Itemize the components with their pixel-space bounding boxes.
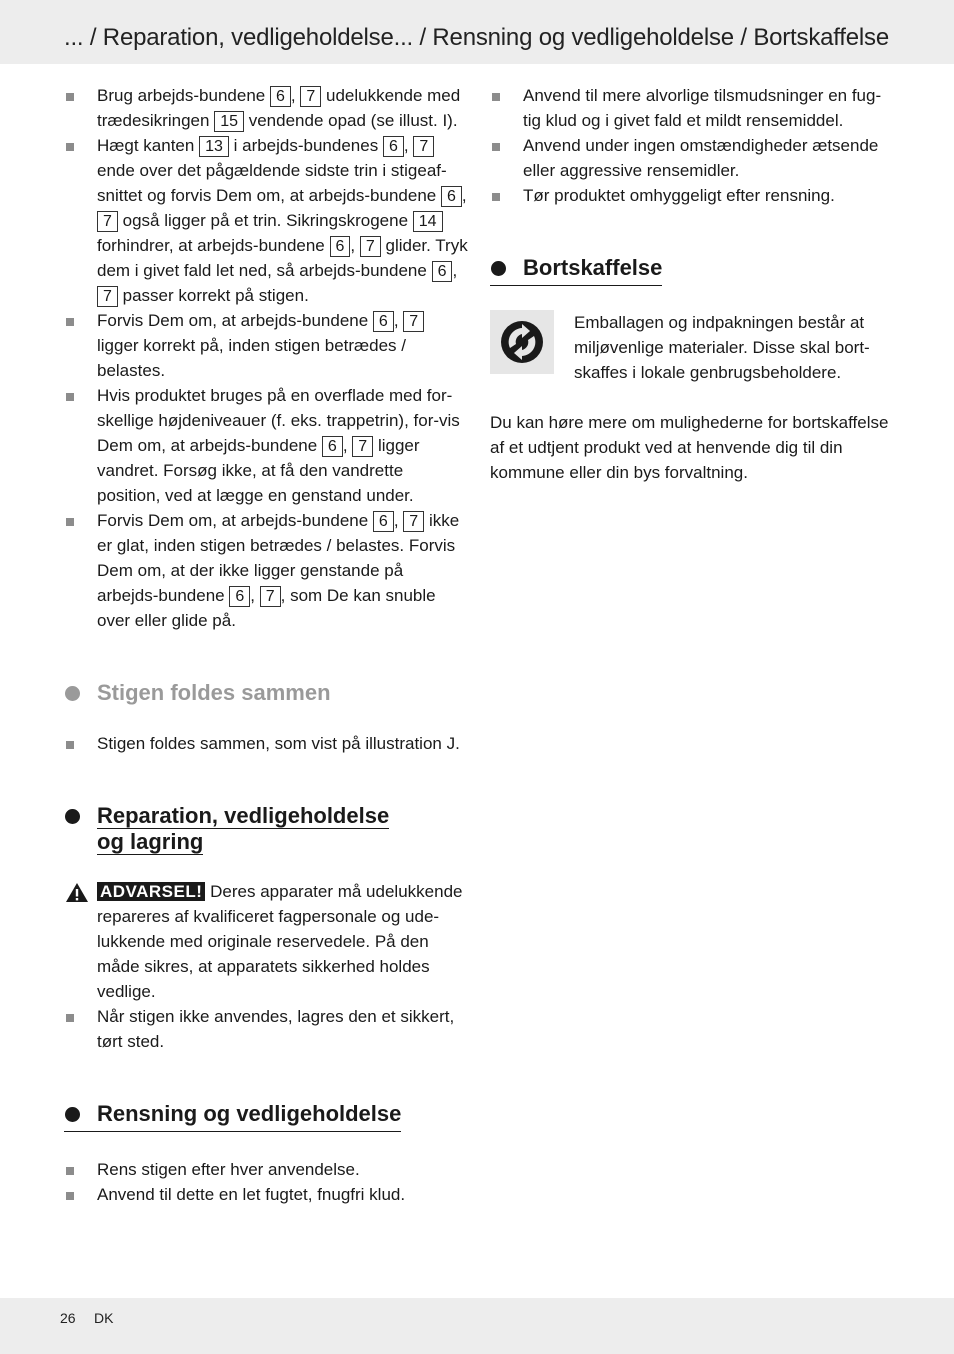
part-ref: 6 <box>270 86 291 107</box>
left-column <box>64 83 468 1207</box>
part-ref: 7 <box>413 136 434 157</box>
part-ref: 6 <box>432 261 453 282</box>
list-item: Hægt kanten 13 i arbejds-bundenes 6 , 7 ende over det pågældende sidste trin i stigeaf-snittet og forvis Dem om, at arbejds-bundene 6 , 7 også ligger på et trin. Sikringskrogene 14 forhindrer, at arbejds-bundene 6 , 7 glider. Tryk dem i givet fald let ned, så arbejds-bundene 6 , 7 passer korrekt på stigen. <box>64 133 468 308</box>
list-item: Forvis Dem om, at arbejds-bundene 6 , 7 ikke er glat, inden stigen betrædes / belastes. Forvis Dem om, at der ikke ligger genstande på arbejds-bundene 6 , 7 , som De kan snuble over eller glide på. <box>64 508 468 633</box>
warning-triangle-icon <box>65 882 89 903</box>
list-item: Hvis produktet bruges på en overflade med for-skellige højdeniveauer (f. eks. trappetrin), for-vis Dem om, at arbejds-bundene 6 , 7 ligger vandret. Forsøg ikke, at få den vandrette position, ved at lægge en genstand under. <box>64 383 468 508</box>
list-item: Anvend til dette en let fugtet, fnugfri klud. <box>64 1182 468 1207</box>
part-ref: 6 <box>373 511 394 532</box>
part-ref: 7 <box>352 436 373 457</box>
part-ref: 6 <box>383 136 404 157</box>
part-ref: 6 <box>441 186 462 207</box>
page-header <box>0 0 954 64</box>
part-ref: 7 <box>97 286 118 307</box>
part-ref: 6 <box>330 236 351 257</box>
page-title: ... / Reparation, vedligeholdelse... / Rensning og vedligeholdelse / Bortskaffelse <box>64 24 890 51</box>
list-item: Rens stigen efter hver anvendelse. <box>64 1157 468 1182</box>
part-ref: 7 <box>300 86 321 107</box>
section-heading-fold: Stigen foldes sammen <box>64 680 468 706</box>
warning-badge: ADVARSEL! <box>97 882 205 901</box>
part-ref: 14 <box>413 211 443 232</box>
part-ref: 13 <box>199 136 229 157</box>
page-number: 26 <box>60 1310 76 1326</box>
list-item: Brug arbejds-bundene 6 , 7 udelukkende med trædesikringen 15 vendende opad (se illust. I). <box>64 83 468 133</box>
part-ref: 7 <box>260 586 281 607</box>
section-heading-disposal: Bortskaffelse <box>490 255 662 286</box>
part-ref: 7 <box>97 211 118 232</box>
part-ref: 15 <box>214 111 244 132</box>
language-code: DK <box>94 1310 114 1326</box>
part-ref: 6 <box>373 311 394 332</box>
list-item: Anvend til mere alvorlige tilsmudsninger en fug-tig klud og i givet fald et mildt rensemiddel. <box>490 83 894 133</box>
part-ref: 6 <box>229 586 250 607</box>
list-item: Når stigen ikke anvendes, lagres den et sikkert, tørt sted. <box>64 1004 468 1054</box>
section-heading-cleaning: Rensning og vedligeholdelse <box>64 1101 401 1132</box>
warning-block <box>64 879 468 1004</box>
right-column <box>490 83 894 485</box>
disposal-text: Emballagen og indpakningen består at miljøvenlige materialer. Disse skal bort-skaffes i lokale genbrugsbeholdere. <box>574 313 870 382</box>
green-dot-recycling-icon <box>490 310 554 374</box>
part-ref: 7 <box>403 511 424 532</box>
section-heading-repair: Reparation, vedligeholdelse og lagring <box>64 803 468 855</box>
disposal-info: Du kan høre mere om mulighederne for bortskaffelse af et udtjent produkt ved at henvende dig til din kommune eller din bys forvaltning. <box>490 413 889 482</box>
list-item: Anvend under ingen omstændigheder ætsende eller aggressive rensemidler. <box>490 133 894 183</box>
list-item: Tør produktet omhyggeligt efter rensning. <box>490 183 894 208</box>
part-ref: 6 <box>322 436 343 457</box>
page-footer <box>0 1298 954 1354</box>
part-ref: 7 <box>403 311 424 332</box>
warning-text: Deres apparater må udelukkende repareres af kvalificeret fagpersonale og ude-lukkende med originale reservedele. På den måde sikres, at apparatets sikkerhed holdes vedlige. <box>97 882 463 1001</box>
list-item: Stigen foldes sammen, som vist på illustration J. <box>64 731 468 756</box>
part-ref: 7 <box>360 236 381 257</box>
list-item: Forvis Dem om, at arbejds-bundene 6 , 7 ligger korrekt på, inden stigen betrædes / belastes. <box>64 308 468 383</box>
disposal-block <box>490 310 894 385</box>
